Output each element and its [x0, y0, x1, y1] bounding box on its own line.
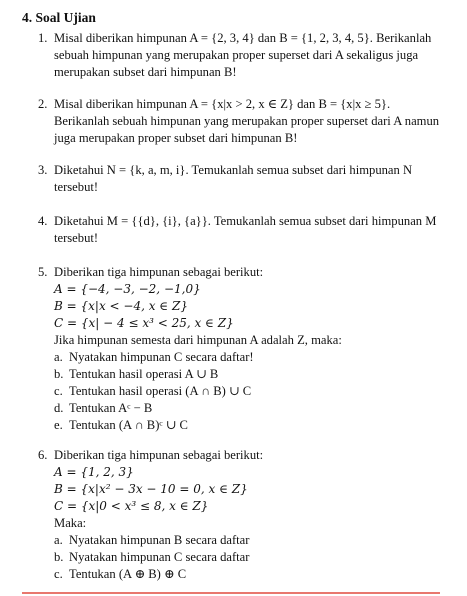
question-number: 2. — [38, 97, 48, 111]
sub-question — [54, 349, 448, 366]
question-text-line: Misal diberikan himpunan A = {2, 3, 4} dan B = {1, 2, 3, 4, 5}. Berikanlah — [54, 31, 432, 45]
sub-question — [54, 532, 448, 549]
question-text-line: tersebut! — [54, 180, 99, 194]
question-number: 4. — [38, 214, 48, 228]
set-definition: A = {−4, −3, −2, −1,0} — [54, 282, 201, 296]
question-text-line: Diketahui M = {{d}, {i}, {a}}. Temukanlah semua subset dari himpunan M — [54, 214, 437, 228]
set-definition: C = {x|0 < x³ ≤ 8, x ∈ Z} — [54, 499, 209, 513]
question-intro: Diberikan tiga himpunan sebagai berikut: — [54, 265, 264, 279]
question-3 — [38, 162, 448, 196]
question-number: 6. — [38, 448, 48, 462]
question-4 — [38, 213, 448, 247]
question-2 — [38, 96, 448, 147]
sub-question — [54, 400, 448, 417]
question-note: Maka: — [54, 516, 87, 530]
question-text-line: Misal diberikan himpunan A = {x|x > 2, x ∈ Z} dan B = {x|x ≥ 5}. — [54, 97, 391, 111]
section-title: 4. Soal Ujian — [22, 10, 96, 25]
sub-question-label: d. — [54, 401, 64, 415]
question-text-line: sebuah himpunan yang merupakan proper superset dari A sekaligus juga — [54, 48, 419, 62]
question-intro: Diberikan tiga himpunan sebagai berikut: — [54, 448, 264, 462]
sub-question-text: Tentukan (A ∩ B)ᶜ ∪ C — [69, 418, 188, 432]
sub-question-text: Nyatakan himpunan B secara daftar — [69, 533, 250, 547]
question-note: Jika himpunan semesta dari himpunan A adalah Z, maka: — [54, 333, 342, 347]
sub-question-label: b. — [54, 550, 64, 564]
sub-question-text: Nyatakan himpunan C secara daftar — [69, 550, 250, 564]
sub-question — [54, 417, 448, 434]
set-definition: B = {x|x² − 3x − 10 = 0, x ∈ Z} — [54, 482, 248, 496]
sub-question-text: Tentukan (A ⊕ B) ⊕ C — [69, 567, 187, 581]
set-definition: B = {x|x < −4, x ∈ Z} — [54, 299, 188, 313]
sub-question — [54, 383, 448, 400]
sub-question-label: c. — [54, 567, 63, 581]
question-1 — [38, 30, 448, 81]
sub-question-label: b. — [54, 367, 64, 381]
sub-question-text: Tentukan Aᶜ − B — [69, 401, 153, 415]
sub-question — [54, 366, 448, 383]
question-text-line: Berikanlah sebuah himpunan yang merupakan proper superset dari A namun — [54, 114, 440, 128]
question-text-line: merupakan subset dari himpunan B! — [54, 65, 237, 79]
question-text-line: Diketahui N = {k, a, m, i}. Temukanlah semua subset dari himpunan N — [54, 163, 413, 177]
sub-question-text: Tentukan hasil operasi A ∪ B — [69, 367, 219, 381]
sub-question — [54, 566, 448, 583]
question-number: 3. — [38, 163, 48, 177]
sub-question-text: Tentukan hasil operasi (A ∩ B) ∪ C — [69, 384, 252, 398]
sub-question-label: a. — [54, 533, 63, 547]
question-number: 1. — [38, 31, 48, 45]
question-6 — [38, 447, 448, 583]
set-definition: C = {x| − 4 ≤ x³ < 25, x ∈ Z} — [54, 316, 234, 330]
sub-question — [54, 549, 448, 566]
question-5 — [38, 264, 448, 434]
question-text-line: juga merupakan proper subset dari himpunan B! — [54, 131, 298, 145]
bottom-divider — [22, 592, 440, 594]
sub-question-label: c. — [54, 384, 63, 398]
sub-question-text: Nyatakan himpunan C secara daftar! — [69, 350, 254, 364]
sub-question-label: a. — [54, 350, 63, 364]
question-text-line: tersebut! — [54, 231, 99, 245]
set-definition: A = {1, 2, 3} — [54, 465, 134, 479]
question-number: 5. — [38, 265, 48, 279]
sub-question-label: e. — [54, 418, 63, 432]
